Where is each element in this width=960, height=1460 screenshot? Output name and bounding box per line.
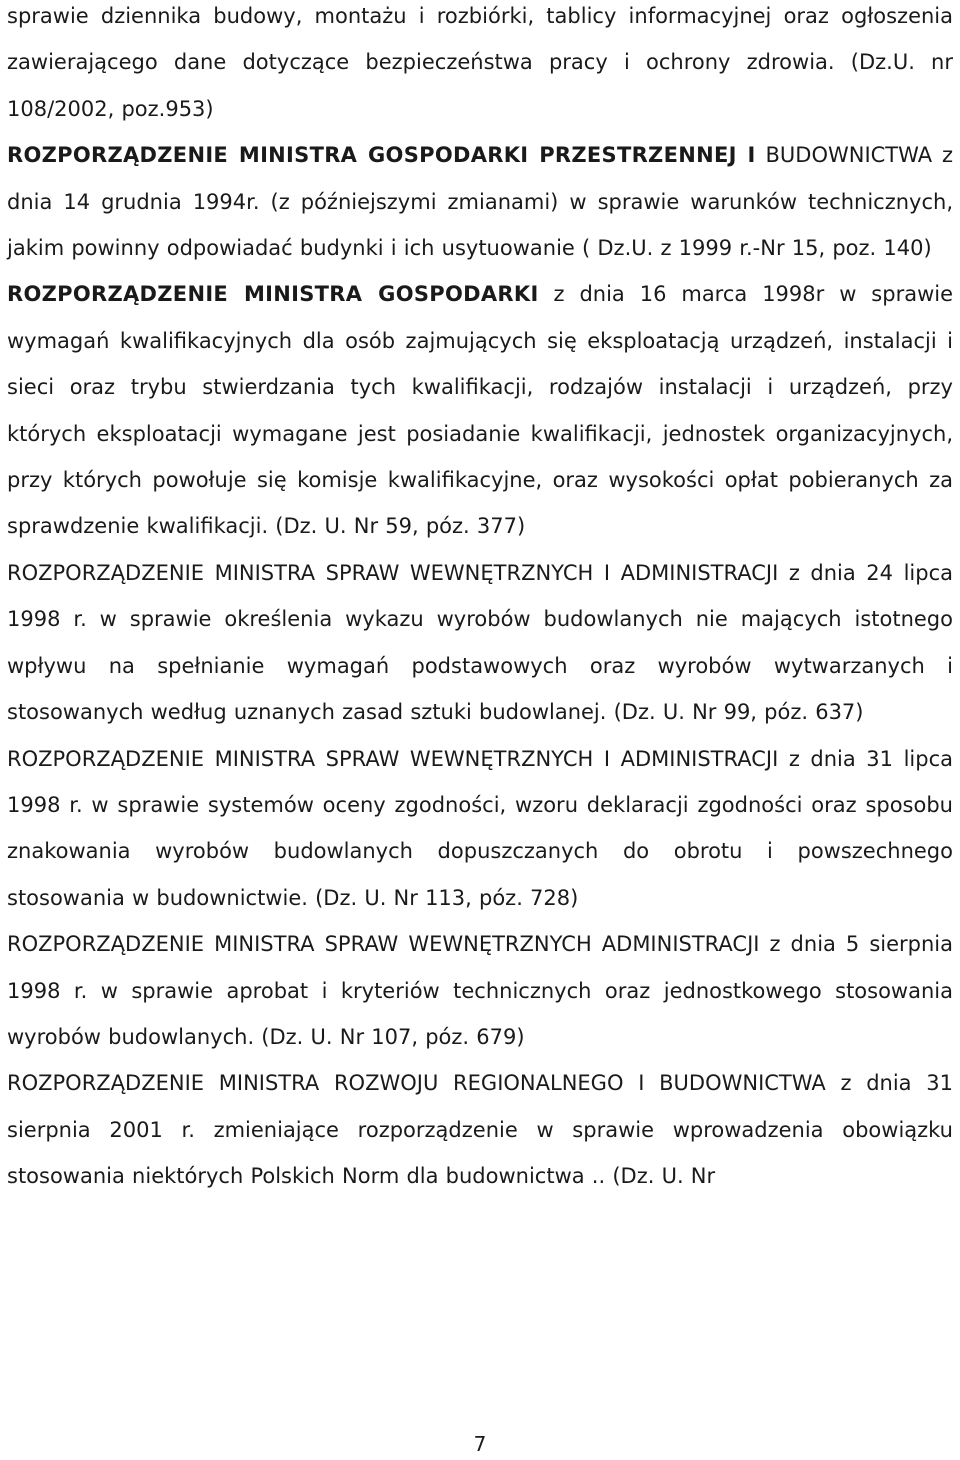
paragraph-text: BUDOWNICTWA z dnia 14 grudnia 1994r. (z późniejszymi zmianami) w sprawie warunków technicznych, jakim powinny odpowiadać budynki i ich usytuowanie ( Dz.U. z 1999 r.-Nr 15, poz. 140) (7, 143, 953, 261)
paragraph-1 (7, 0, 953, 132)
paragraph-text: sprawie dziennika budowy, montażu i rozbiórki, tablicy informacyjnej oraz ogłoszenia zawierającego dane dotyczące bezpieczeństwa pracy i ochrony zdrowia. (Dz.U. nr 108/2002, poz.953) (7, 4, 953, 121)
paragraph-text: ROZPORZĄDZENIE MINISTRA SPRAW WEWNĘTRZNYCH ADMINISTRACJI z dnia 5 sierpnia 1998 r. w sprawie aprobat i kryteriów technicznych oraz jednostkowego stosowania wyrobów budowlanych. (Dz. U. Nr 107, póz. 679) (7, 932, 953, 1049)
paragraph-7 (7, 1060, 953, 1199)
regulation-title: ROZPORZĄDZENIE MINISTRA GOSPODARKI (7, 282, 539, 307)
document-page (7, 0, 953, 1200)
paragraph-text: ROZPORZĄDZENIE MINISTRA SPRAW WEWNĘTRZNYCH I ADMINISTRACJI z dnia 31 lipca 1998 r. w sprawie systemów oceny zgodności, wzoru deklaracji zgodności oraz sposobu znakowania wyrobów budowlanych dopuszczanych do obrotu i powszechnego stosowania w budownictwie. (Dz. U. Nr 113, póz. 728) (7, 746, 953, 910)
page-number: 7 (473, 1432, 487, 1456)
paragraph-text: z dnia 16 marca 1998r w sprawie wymagań kwalifikacyjnych dla osób zajmujących się eksploatacją urządzeń, instalacji i sieci oraz trybu stwierdzania tych kwalifikacji, rodzajów instalacji i urządzeń, przy których eksploatacji wymagane jest posiadanie kwalifikacji, jednostek organizacyjnych, przy których powołuje się komisje kwalifikacyjne, oraz wysokości opłat pobieranych za sprawdzenie kwalifikacji. (Dz. U. Nr 59, póz. 377) (7, 282, 953, 539)
paragraph-3 (7, 271, 953, 549)
paragraph-text: ROZPORZĄDZENIE MINISTRA ROZWOJU REGIONALNEGO I BUDOWNICTWA z dnia 31 sierpnia 2001 r. zmieniające rozporządzenie w sprawie wprowadzenia obowiązku stosowania niektórych Polskich Norm dla budownictwa .. (Dz. U. Nr (7, 1071, 953, 1189)
regulation-title: ROZPORZĄDZENIE MINISTRA GOSPODARKI PRZESTRZENNEJ I (7, 143, 756, 168)
paragraph-2 (7, 132, 953, 271)
paragraph-6 (7, 921, 953, 1060)
paragraph-4 (7, 550, 953, 736)
paragraph-5 (7, 736, 953, 922)
paragraph-text: ROZPORZĄDZENIE MINISTRA SPRAW WEWNĘTRZNYCH I ADMINISTRACJI z dnia 24 lipca 1998 r. w sprawie określenia wykazu wyrobów budowlanych nie mających istotnego wpływu na spełnianie wymagań podstawowych oraz wyrobów wytwarzanych i stosowanych według uznanych zasad sztuki budowlanej. (Dz. U. Nr 99, póz. 637) (7, 560, 953, 725)
